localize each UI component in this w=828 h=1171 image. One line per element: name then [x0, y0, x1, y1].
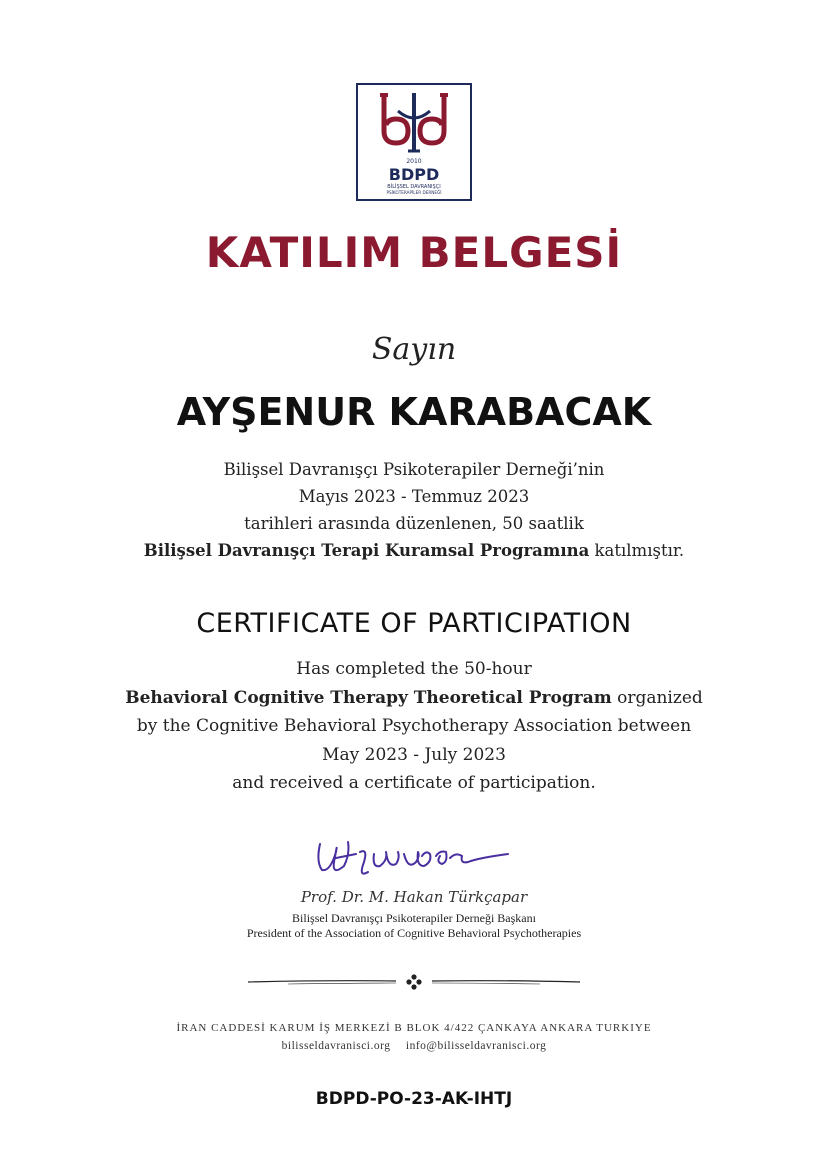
fleuron-icon	[406, 974, 421, 989]
logo-year: 2010	[406, 158, 422, 165]
body-tr-line4	[0, 537, 828, 564]
signer-role-en: President of the Association of Cognitive Behavioral Psychotherapies	[246, 926, 582, 940]
psi-logo-icon	[358, 85, 470, 199]
ornament-divider	[248, 972, 580, 992]
body-en-line2-rest: organized	[611, 687, 703, 708]
body-en-line3: by the Cognitive Behavioral Psychotherapy Association between	[136, 716, 692, 736]
body-en-line2	[0, 684, 828, 713]
body-text-en	[0, 655, 828, 798]
footer-contacts	[0, 1040, 828, 1052]
salutation: Sayın	[371, 332, 457, 367]
body-en-line5: and received a certificate of participation.	[232, 773, 596, 793]
certificate-title-tr: KATILIM BELGESİ	[205, 228, 623, 277]
bdpd-logo	[356, 83, 472, 201]
signer-role-tr: Bilişsel Davranışçı Psikoterapiler Derneği Başkanı	[292, 911, 536, 925]
logo-subtitle-1: BİLİŞSEL DAVRANIŞÇI	[387, 184, 441, 190]
body-tr-line3: tarihleri arasında düzenlenen, 50 saatlik	[244, 514, 584, 533]
body-tr-line1: Bilişsel Davranışçı Psikoterapiler Derneği’nin	[223, 460, 605, 479]
footer-website[interactable]: bilisseldavranisci.org	[281, 1040, 391, 1052]
body-en-line1: Has completed the 50-hour	[296, 659, 532, 679]
body-en-line4: May 2023 - July 2023	[322, 744, 506, 765]
body-tr-line4-rest: katılmıştır.	[589, 541, 685, 560]
logo-subtitle-2: PSİKOTERAPİLER DERNEĞİ	[386, 190, 442, 195]
recipient-name: AYŞENUR KARABACAK	[176, 390, 652, 434]
program-name-tr: Bilişsel Davranışçı Terapi Kuramsal Programına	[143, 541, 590, 560]
logo-acronym: BDPD	[388, 165, 440, 184]
body-text-tr	[0, 456, 828, 564]
certificate-code: BDPD-PO-23-AK-IHTJ	[315, 1089, 513, 1109]
signer-name: Prof. Dr. M. Hakan Türkçapar	[300, 888, 528, 906]
certificate-title-en: CERTIFICATE OF PARTICIPATION	[196, 608, 632, 639]
program-name-en: Behavioral Cognitive Therapy Theoretical Program	[125, 687, 612, 708]
body-tr-line2: Mayıs 2023 - Temmuz 2023	[298, 487, 530, 506]
signature-image	[308, 832, 518, 882]
footer-email[interactable]: info@bilisseldavranisci.org	[405, 1040, 547, 1052]
footer-address: İRAN CADDESİ KARUM İŞ MERKEZİ B BLOK 4/422 ÇANKAYA ANKARA TURKIYE	[176, 1022, 652, 1034]
